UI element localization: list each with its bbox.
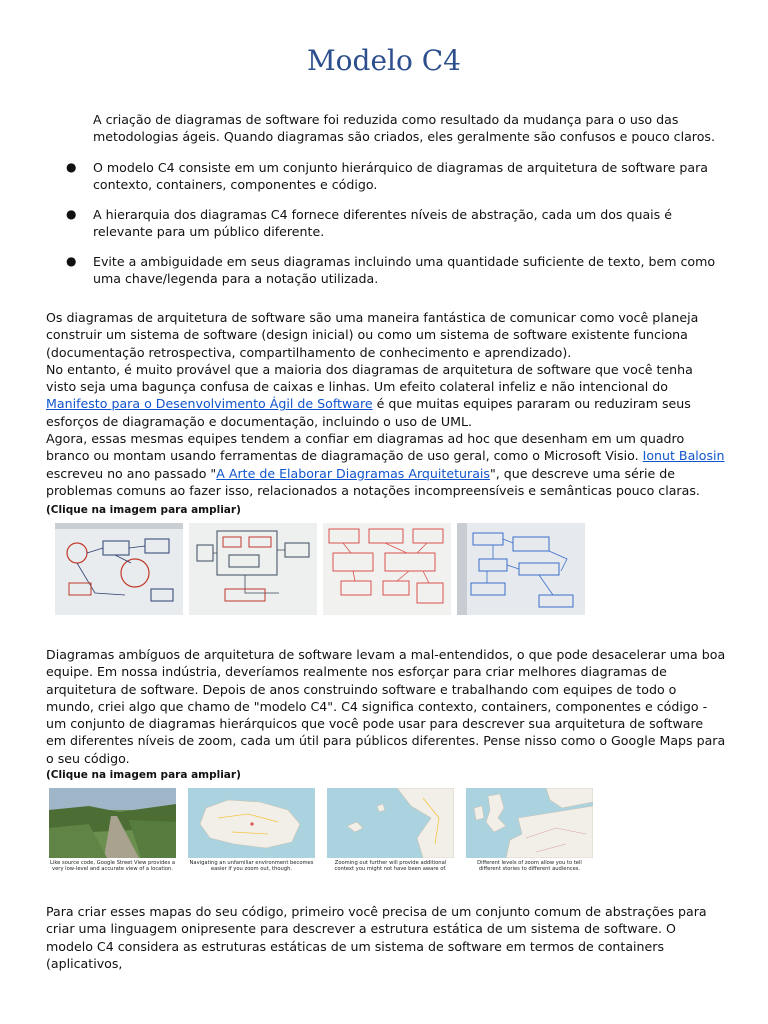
map-region-zoom[interactable]	[327, 788, 454, 876]
bullet-text: Evite a ambiguidade em seus diagramas incluindo uma quantidade suficiente de texto, bem como uma chave/legenda para a notação utilizada.	[93, 254, 716, 286]
whiteboard-image-strip[interactable]	[55, 523, 585, 615]
map-caption: Different levels of zoom allow you to tell different stories to different audiences.	[477, 860, 582, 872]
page-title: Modelo C4	[307, 44, 461, 77]
bullet-dot-icon: ●	[66, 160, 77, 174]
whiteboard-photo-1[interactable]	[55, 523, 183, 615]
body-paragraph-2: Diagramas ambíguos de arquitetura de software levam a mal-entendidos, o que pode desacelerar uma boa equipe. Em nossa indústria, deveríamos realmente nos esforçar para criar melhores diagramas de arquitetura de software. Depois de anos construindo software e trabalhando com equipes de todo o mundo, criei algo que chamo de "modelo C4". C4 significa contexto, containers, componentes e código - um conjunto de diagramas hierárquicos que você pode usar para descrever sua arquitetura de software em diferentes níveis de zoom, cada um útil para públicos diferentes. Pense nisso como o Google Maps para o seu código.	[46, 647, 726, 766]
body-paragraph-1	[46, 309, 726, 499]
whiteboard-photo-3[interactable]	[323, 523, 451, 615]
intro-paragraph: A criação de diagramas de software foi reduzida como resultado da mudança para o uso das metodologias ágeis. Quando diagramas são criados, eles geralmente são confusos e pouco claros.	[93, 112, 715, 144]
author-link[interactable]: Ionut Balosin	[642, 448, 725, 464]
map-island-zoom[interactable]	[188, 788, 315, 876]
para-text: No entanto, é muito provável que a maioria dos diagramas de arquitetura de software que você tenha visto seja uma bagunça confusa de caixas e linhas. Um efeito colateral infeliz e não intencional do	[46, 361, 693, 395]
bullet-item	[66, 206, 723, 240]
map-caption: Zooming out further will provide additional context you might not have been aware of.	[334, 860, 447, 872]
whiteboard-photo-4[interactable]	[457, 523, 585, 615]
click-to-enlarge-caption: (Clique na imagem para ampliar)	[46, 504, 241, 516]
bullet-dot-icon: ●	[66, 254, 77, 268]
article-link[interactable]: A Arte de Elaborar Diagramas Arquiteturais	[216, 465, 490, 481]
para-text: Agora, essas mesmas equipes tendem a confiar em diagramas ad hoc que desenham em um quadro branco ou montam usando ferramentas de diagramação de uso geral, como o Microsoft Visio.	[46, 431, 685, 464]
click-to-enlarge-caption: (Clique na imagem para ampliar)	[46, 769, 241, 781]
bullet-dot-icon: ●	[66, 207, 77, 221]
bullet-item	[66, 253, 723, 287]
para-text: Os diagramas de arquitetura de software são uma maneira fantástica de comunicar como você planeja construir um sistema de software (design inicial) ou como um sistema de software existente funciona (documentação retrospectiva, compartilhamento de conhecimento e aprendizado).	[46, 310, 699, 360]
para-text: ", que descreve uma série de problemas comuns ao fazer isso, relacionados a notações incompreensíveis e semânticas pouco claras.	[46, 465, 700, 498]
map-caption: Like source code, Google Street View provides a very low-level and accurate view of a location.	[50, 860, 175, 872]
para-text: escreveu no ano passado "	[46, 465, 217, 481]
bullet-text: A hierarquia dos diagramas C4 fornece diferentes níveis de abstração, cada um dos quais é relevante para um público diferente.	[93, 207, 672, 239]
map-caption: Navigating an unfamiliar environment becomes easier if you zoom out, though.	[189, 860, 314, 872]
street-view-photo[interactable]	[49, 788, 176, 876]
manifesto-link[interactable]: Manifesto para o Desenvolvimento Ágil de Software	[46, 396, 373, 412]
bullet-text: O modelo C4 consiste em um conjunto hierárquico de diagramas de arquitetura de software para contexto, containers, componentes e código.	[93, 160, 708, 192]
map-europe-zoom[interactable]	[466, 788, 593, 876]
body-paragraph-3: Para criar esses mapas do seu código, primeiro você precisa de um conjunto comum de abstrações para criar uma linguagem onipresente para descrever a estrutura estática de um sistema de software. O modelo C4 considera as estruturas estáticas de um sistema de software em termos de containers (aplicativos,	[46, 904, 707, 971]
para-text: é que muitas equipes pararam ou reduziram seus esforços de diagramação e documentação, incluindo o uso de UML.	[46, 396, 691, 429]
bullet-item	[66, 159, 723, 193]
map-zoom-image-strip[interactable]	[49, 788, 593, 876]
whiteboard-photo-2[interactable]	[189, 523, 317, 615]
